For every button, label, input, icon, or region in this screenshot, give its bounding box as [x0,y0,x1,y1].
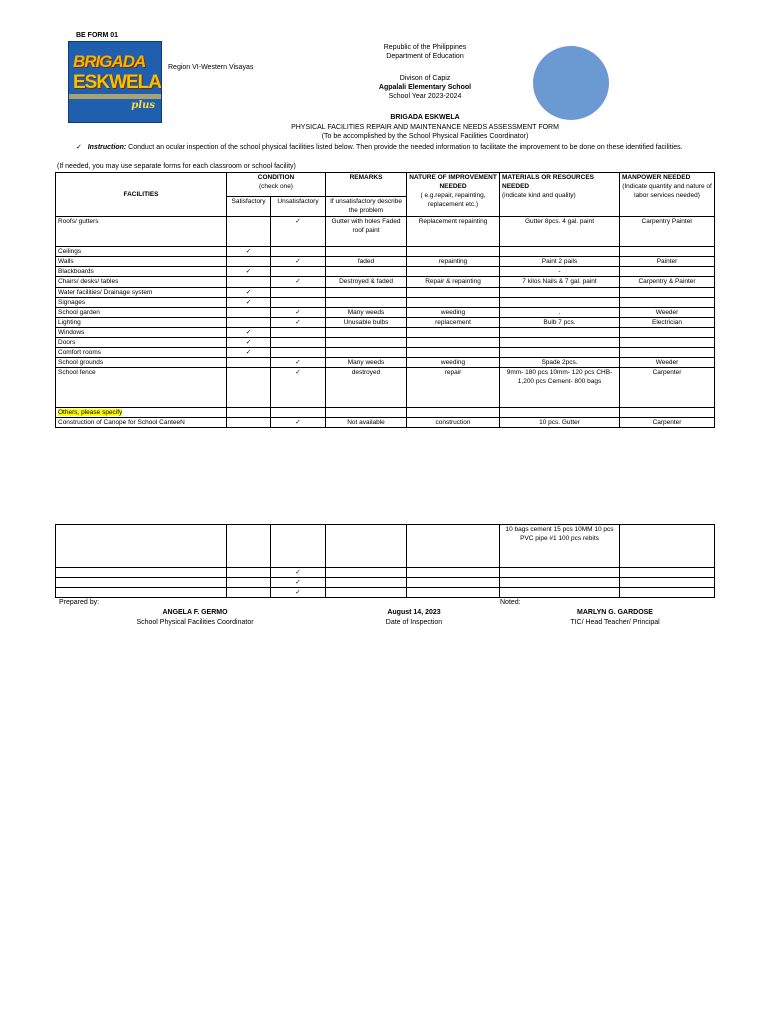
cell-manpower [620,408,715,418]
cell-materials: Bulb 7 pcs. [500,318,620,328]
cell-remarks: destroyed [326,368,407,408]
cell-remarks [326,328,407,338]
cell-unsat [271,338,326,348]
others-highlight: Others, please specify [58,409,123,416]
cell-materials [500,588,620,598]
cell-manpower [620,348,715,358]
cell-facility [56,588,227,598]
header-department: Department of Education [386,53,464,60]
cell-nature [407,588,500,598]
cell-unsat [271,247,326,257]
table-row [56,418,715,428]
table-row [56,525,715,568]
header-school: Agpalali Elementary School [378,84,472,91]
preparer-title: School Physical Facilities Coordinator [136,619,254,626]
cell-remarks [326,525,407,568]
separate-forms-note: (If needed, you may use separate forms for each classroom or school facility) [57,163,296,170]
cell-unsat: ✓ [271,578,326,588]
inspection-date: August 14, 2023 [387,609,441,616]
cell-manpower [620,525,715,568]
cell-materials: Gutter 8pcs. 4 gal. paint [500,217,620,247]
cell-materials [500,298,620,308]
cell-remarks [326,408,407,418]
cell-nature [407,578,500,588]
cell-materials [500,247,620,257]
cell-materials [500,348,620,358]
cell-sat: ✓ [227,298,271,308]
table-row [56,217,715,247]
cell-materials [500,288,620,298]
principal-title: TIC/ Head Teacher/ Principal [570,619,660,626]
form-code: BE FORM 01 [76,32,119,39]
cell-manpower: Carpentry Painter [620,217,715,247]
cell-materials [500,568,620,578]
header-remarks: REMARKS [326,173,407,197]
cell-facility: Roofs/ gutters [56,217,227,247]
preparer-name: ANGELA F. GERMO [162,609,228,616]
header-division: Divison of Capiz [399,75,451,82]
header-manpower: MANPOWER NEEDED (Indicate quantity and nature of labor services needed) [620,173,715,217]
cell-facility: Windows [56,328,227,338]
school-seal-placeholder [533,46,609,120]
cell-facility: Comfort rooms [56,348,227,358]
cell-remarks: Gutter with holes Faded roof paint [326,217,407,247]
cell-remarks: faded [326,257,407,267]
cell-unsat: ✓ [271,368,326,408]
cell-facility [56,408,227,418]
cell-sat: ✓ [227,288,271,298]
cell-remarks [326,578,407,588]
cell-nature [407,568,500,578]
cell-materials: Spade 2pcs. [500,358,620,368]
cell-remarks [326,348,407,358]
cell-manpower [620,568,715,578]
cell-remarks [326,288,407,298]
cell-unsat: ✓ [271,257,326,267]
cell-facility: Water facilities/ Drainage system [56,288,227,298]
cell-facility: School fence [56,368,227,408]
cell-nature [407,298,500,308]
header-unsatisfactory: Unsatisfactory [271,197,326,217]
assessment-table [55,172,715,428]
cell-nature: repainting [407,257,500,267]
cell-remarks: Many weeds [326,358,407,368]
cell-sat [227,217,271,247]
cell-remarks [326,267,407,277]
principal-name: MARLYN G. GARDOSE [577,609,653,616]
header-year: School Year 2023-2024 [388,93,462,100]
cell-unsat [271,525,326,568]
cell-nature [407,338,500,348]
form-subtitle: (To be accomplished by the School Physical Facilities Coordinator) [321,133,529,140]
cell-materials: 9mm- 180 pcs 10mm- 120 pcs CHB- 1,200 pcs Cement- 800 bags [500,368,620,408]
table-row [56,298,715,308]
table-row [56,247,715,257]
cell-nature [407,525,500,568]
cell-nature [407,267,500,277]
cell-nature: Repair & repainting [407,277,500,288]
logo-line3: plus [131,100,155,111]
table-row [56,288,715,298]
table-row [56,348,715,358]
cell-facility: Signages [56,298,227,308]
cell-sat [227,257,271,267]
cell-sat [227,588,271,598]
cell-materials: 7 kilos Nails & 7 gal. paint [500,277,620,288]
cell-manpower: Carpentry & Painter [620,277,715,288]
cell-facility: Doors [56,338,227,348]
cell-nature [407,328,500,338]
cell-manpower: Carpenter [620,418,715,428]
cell-unsat [271,348,326,358]
cell-manpower: Weeder [620,358,715,368]
cell-unsat: ✓ [271,318,326,328]
cell-materials [500,328,620,338]
table-row [56,277,715,288]
cell-sat: ✓ [227,247,271,257]
logo-line2: ESKWELA [73,72,161,93]
cell-nature: repair [407,368,500,408]
cell-remarks [326,298,407,308]
cell-remarks: Destroyed & faded [326,277,407,288]
cell-facility: Construction of Canope for School CanteeN [56,418,227,428]
table-row [56,338,715,348]
header-facilities: FACILITIES [56,173,227,217]
cell-unsat: ✓ [271,418,326,428]
cell-nature: construction [407,418,500,428]
table-row [56,267,715,277]
cell-sat [227,358,271,368]
header-materials: MATERIALS OR RESOURCES NEEDED (indicate kind and quality) [500,173,620,217]
cell-unsat: ✓ [271,568,326,578]
table-row [56,588,715,598]
cell-manpower [620,338,715,348]
cell-sat [227,525,271,568]
cell-materials [500,408,620,418]
cell-nature [407,408,500,418]
cell-sat [227,418,271,428]
cell-remarks: Unusable bulbs [326,318,407,328]
table-row [56,328,715,338]
cell-sat [227,408,271,418]
cell-nature [407,288,500,298]
prepared-by-label: Prepared by: [59,599,100,606]
cell-unsat [271,298,326,308]
cell-unsat [271,267,326,277]
cell-remarks [326,568,407,578]
cell-facility [56,525,227,568]
instruction-block [76,143,716,152]
cell-sat [227,318,271,328]
region-label: Region VI-Western Visayas [168,64,254,71]
cell-manpower: Weeder [620,308,715,318]
noted-label: Noted: [500,599,521,606]
brigada-eskwela-logo [68,41,162,123]
cell-materials: . [500,308,620,318]
table-row [56,318,715,328]
cell-facility: Walls [56,257,227,267]
cell-nature [407,348,500,358]
cell-manpower [620,578,715,588]
cell-sat [227,277,271,288]
cell-facility [56,568,227,578]
cell-remarks [326,588,407,598]
header-condition: CONDITION (check one) [227,173,326,197]
logo-stripe [69,94,161,99]
cell-unsat: ✓ [271,358,326,368]
cell-manpower [620,588,715,598]
header-nature: NATURE OF IMPROVEMENT NEEDED ( e.g.repair, repainting, replacement etc.) [407,173,500,217]
cell-manpower [620,288,715,298]
cell-unsat [271,288,326,298]
cell-sat: ✓ [227,348,271,358]
cell-facility: School grounds [56,358,227,368]
cell-remarks: Not available [326,418,407,428]
cell-materials: Paint 2 pails [500,257,620,267]
cell-sat: ✓ [227,338,271,348]
cell-nature: weeding [407,308,500,318]
table-row [56,568,715,578]
instruction-text: Conduct an ocular inspection of the school physical facilities listed below. Then provide the needed information to facilitate the improvement to be done on these identified facilities. [128,144,683,151]
instruction-label: Instruction: [87,144,127,151]
cell-materials: 10 pcs. Gutter [500,418,620,428]
cell-unsat [271,328,326,338]
header-satisfactory: Satisfactory [227,197,271,217]
cell-manpower: Carpenter [620,368,715,408]
table-row [56,578,715,588]
table-row [56,257,715,267]
cell-unsat: ✓ [271,308,326,318]
cell-nature: replacement [407,318,500,328]
cell-sat [227,578,271,588]
cell-facility: Lighting [56,318,227,328]
cell-manpower [620,267,715,277]
table-row [56,358,715,368]
cell-materials [500,338,620,348]
cell-sat: ✓ [227,328,271,338]
header-remarks-sub: If unsatisfactory describe the problem [326,197,407,217]
header-program: BRIGADA ESKWELA [390,114,460,121]
cell-nature [407,247,500,257]
logo-line1: BRIGADA [73,52,146,71]
cell-unsat: ✓ [271,277,326,288]
cell-materials [500,578,620,588]
continuation-table [55,524,715,598]
cell-unsat: ✓ [271,588,326,598]
form-title: PHYSICAL FACILITIES REPAIR AND MAINTENANCE NEEDS ASSESSMENT FORM [291,124,559,131]
cell-materials: - [500,267,620,277]
cell-sat [227,568,271,578]
check-icon: ✓ [76,144,82,151]
table-row [56,308,715,318]
cell-facility: Blackboards [56,267,227,277]
cell-manpower [620,328,715,338]
cell-nature: Replacement repainting [407,217,500,247]
cell-manpower: Painter [620,257,715,267]
cell-sat [227,368,271,408]
cell-manpower [620,247,715,257]
table-row [56,368,715,408]
cell-remarks: Many weeds [326,308,407,318]
cell-nature: weeding [407,358,500,368]
cell-sat [227,308,271,318]
cell-unsat [271,408,326,418]
cell-remarks [326,247,407,257]
header-republic: Republic of the Philippines [383,44,467,51]
cell-manpower: Electrician [620,318,715,328]
cell-unsat: ✓ [271,217,326,247]
cell-materials: 10 bags cement 15 pcs 10MM 10 pcs PVC pipe #1 100 pcs rebits [500,525,620,568]
cell-facility [56,578,227,588]
inspection-date-label: Date of Inspection [385,619,443,626]
cell-facility: School garden [56,308,227,318]
cell-manpower [620,298,715,308]
cell-remarks [326,338,407,348]
cell-sat: ✓ [227,267,271,277]
cell-facility: Chairs/ desks/ tables [56,277,227,288]
table-row [56,408,715,418]
cell-facility: Ceilings [56,247,227,257]
